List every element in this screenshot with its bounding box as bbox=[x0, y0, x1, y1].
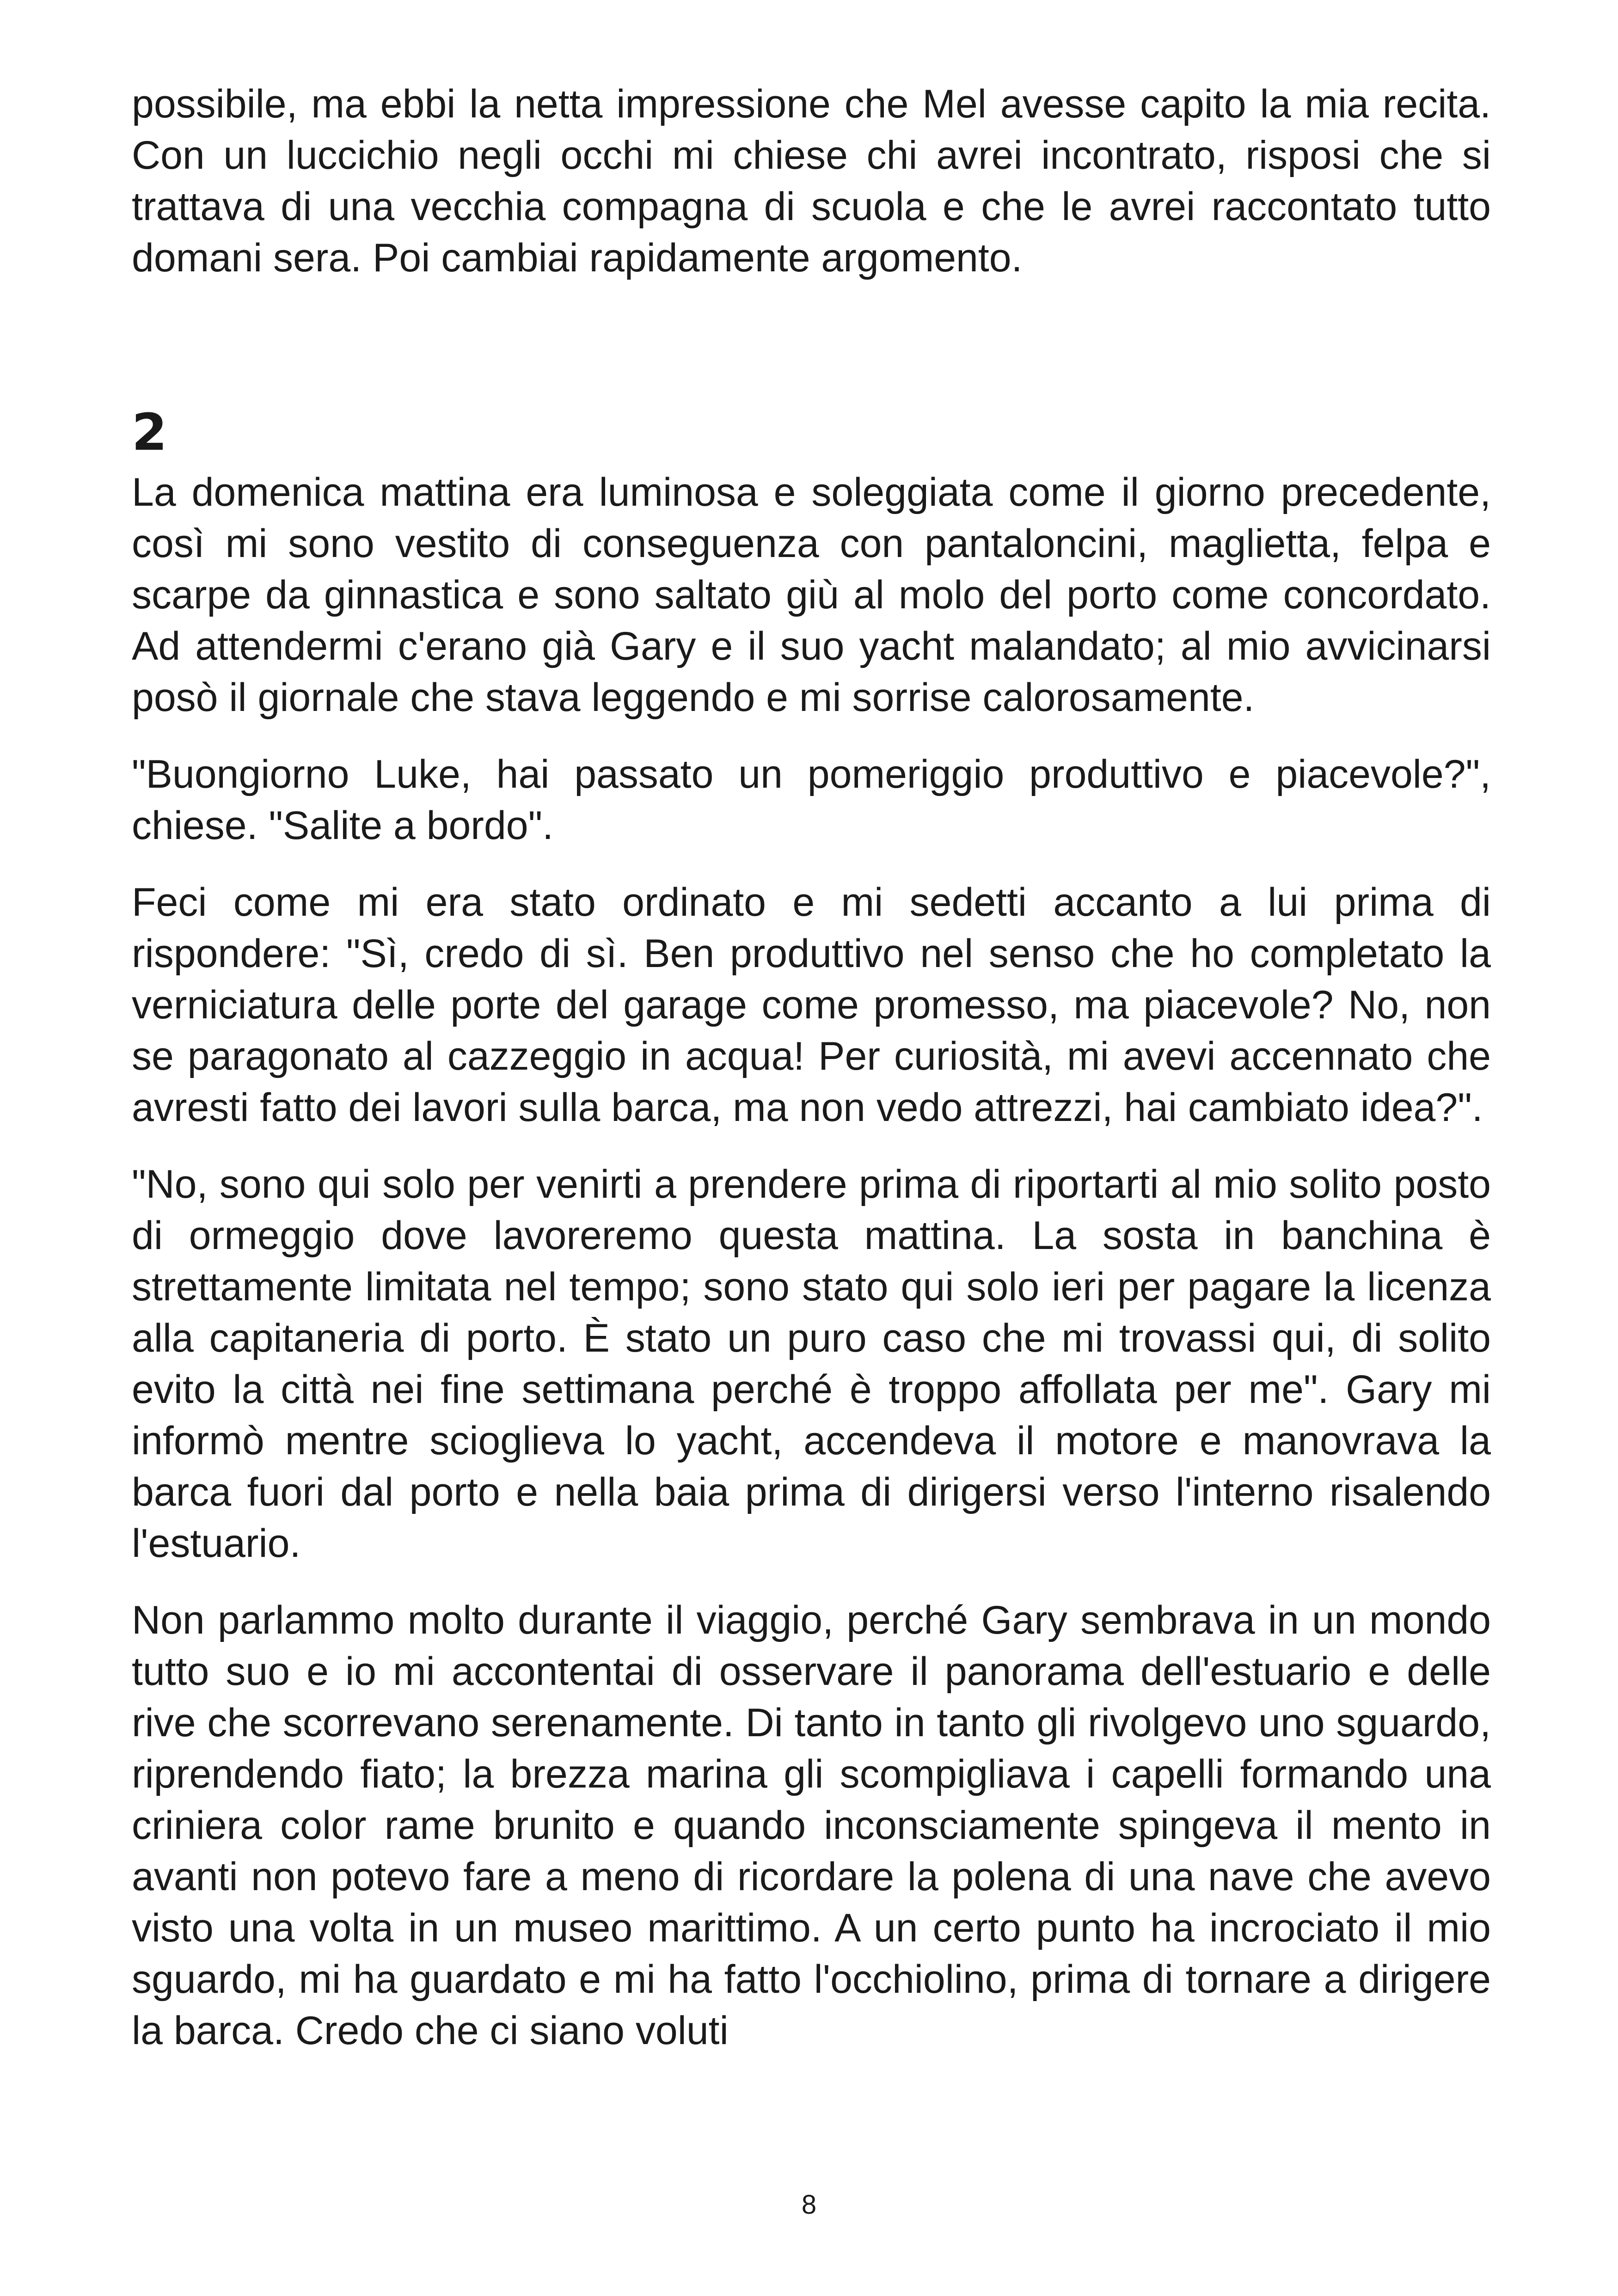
chapter-paragraph: "Buongiorno Luke, hai passato un pomeriggio produttivo e piacevole?", chiese. "Salite a bordo". bbox=[132, 752, 1491, 848]
opening-paragraph: possibile, ma ebbi la netta impressione che Mel avesse capito la mia recita. Con un luccichio negli occhi mi chiese chi avrei incontrato, risposi che si trattava di una vecchia compagna di scuola e che le avrei raccontato tutto domani sera. Poi cambiai rapidamente argomento. bbox=[132, 82, 1491, 280]
chapter-paragraph: Non parlammo molto durante il viaggio, perché Gary sembrava in un mondo tutto suo e io mi accontentai di osservare il panorama dell'estuario e delle rive che scorrevano serenamente. Di tanto in tanto gli rivolgevo uno sguardo, riprendendo fiato; la brezza marina gli scompigliava i capelli formando una criniera color rame brunito e quando inconsciamente spingeva il mento in avanti non potevo fare a meno di ricordare la polena di una nave che avevo visto una volta in un museo marittimo. A un certo punto ha incrociato il mio sguardo, mi ha guardato e mi ha fatto l'occhiolino, prima di tornare a dirigere la barca. Credo che ci siano voluti bbox=[132, 1598, 1491, 2053]
chapter-paragraph: "No, sono qui solo per venirti a prendere prima di riportarti al mio solito posto di ormeggio dove lavoreremo questa mattina. La sosta in banchina è strettamente limitata nel tempo; sono stato qui solo ieri per pagare la licenza alla capitaneria di porto. È stato un puro caso che mi trovassi qui, di solito evito la città nei fine settimana perché è troppo affollata per me". Gary mi informò mentre scioglieva lo yacht, accendeva il motore e manovrava la barca fuori dal porto e nella baia prima di dirigersi verso l'interno risalendo l'estuario. bbox=[132, 1162, 1491, 1566]
chapter-paragraph: La domenica mattina era luminosa e soleggiata come il giorno precedente, così mi sono vestito di conseguenza con pantaloncini, maglietta, felpa e scarpe da ginnastica e sono saltato giù al molo del porto come concordato. Ad attendermi c'erano già Gary e il suo yacht malandato; al mio avvicinarsi posò il giornale che stava leggendo e mi sorrise calorosamente. bbox=[132, 470, 1491, 720]
chapter-paragraph: Feci come mi era stato ordinato e mi sedetti accanto a lui prima di rispondere: "Sì, credo di sì. Ben produttivo nel senso che ho completato la verniciatura delle porte del garage come promesso, ma piacevole? No, non se paragonato al cazzeggio in acqua! Per curiosità, mi avevi accennato che avresti fatto dei lavori sulla barca, ma non vedo attrezzi, hai cambiato idea?". bbox=[132, 880, 1491, 1130]
chapter-body bbox=[132, 467, 1491, 2057]
chapter-heading: 2 bbox=[132, 403, 167, 462]
page-content bbox=[132, 79, 1491, 2053]
page-number: 8 bbox=[801, 2190, 817, 2220]
